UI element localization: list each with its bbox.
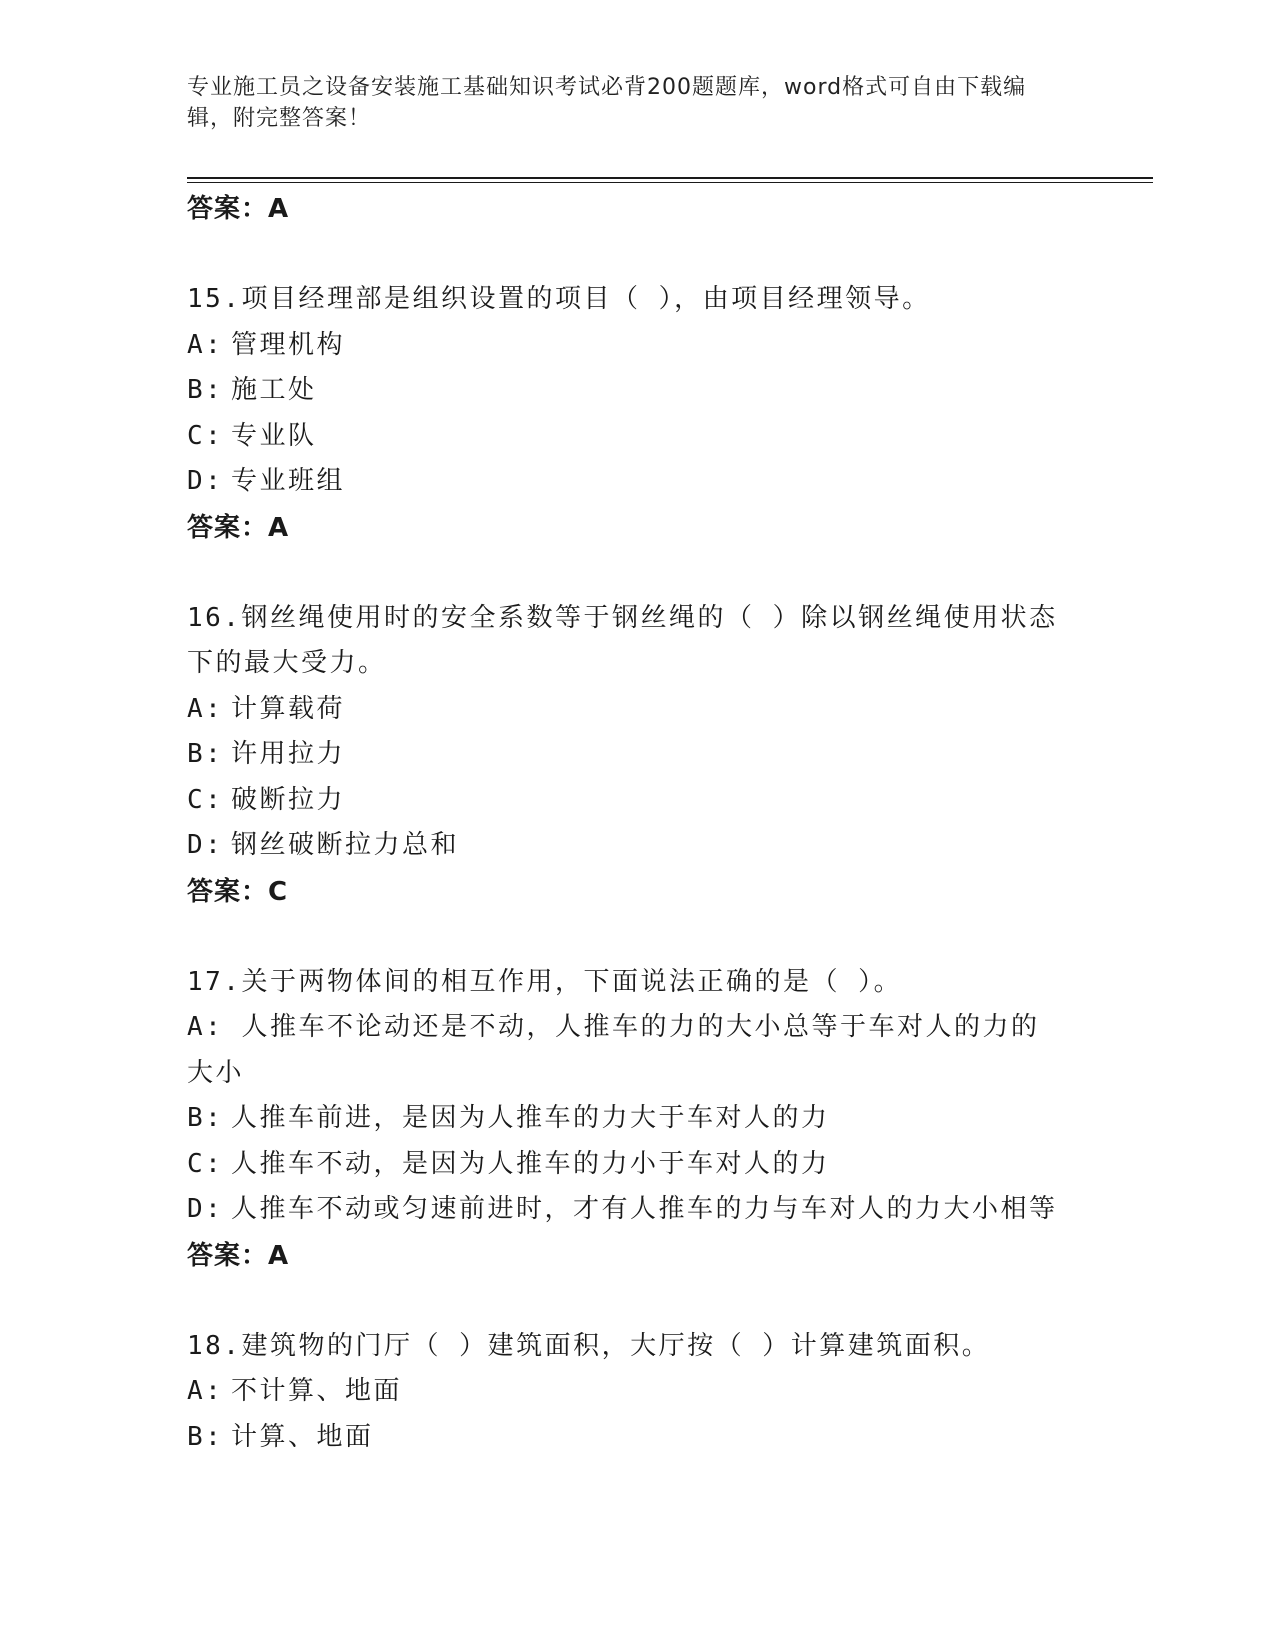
option-a bbox=[187, 1369, 1087, 1415]
option-text: 不计算、地面 bbox=[231, 1376, 403, 1406]
option-key: A: bbox=[187, 1376, 224, 1406]
option-text: 管理机构 bbox=[231, 329, 346, 360]
option-key: D: bbox=[187, 830, 224, 860]
option-a bbox=[187, 687, 1087, 733]
document-body bbox=[187, 186, 1087, 1460]
option-b bbox=[187, 732, 1087, 778]
option-a bbox=[187, 1005, 1067, 1096]
option-text: 施工处 bbox=[231, 375, 317, 405]
option-key: B: bbox=[187, 1421, 224, 1452]
option-key: B: bbox=[187, 1103, 224, 1133]
answer-line: 答案：A bbox=[187, 1240, 290, 1271]
option-text: 人推车不动，是因为人推车的力小于车对人的力 bbox=[231, 1148, 830, 1179]
option-text: 专业班组 bbox=[231, 466, 346, 496]
header-rule-thin bbox=[187, 182, 1153, 183]
question-text: 17.关于两物体间的相互作用，下面说法正确的是（ ）。 bbox=[187, 966, 903, 997]
option-key: A: bbox=[187, 1012, 224, 1042]
option-text: 钢丝破断拉力总和 bbox=[231, 830, 460, 860]
question-block bbox=[187, 596, 1087, 915]
question-block bbox=[187, 277, 1087, 551]
question-block bbox=[187, 1324, 1087, 1461]
option-d bbox=[187, 1187, 1087, 1233]
option-a bbox=[187, 323, 1087, 369]
option-key: A: bbox=[187, 329, 224, 360]
option-key: B: bbox=[187, 375, 224, 405]
answer-line: 答案：C bbox=[187, 876, 289, 907]
question-text: 18.建筑物的门厅（ ）建筑面积，大厅按（ ）计算建筑面积。 bbox=[187, 1330, 991, 1361]
answer-line: 答案：A bbox=[187, 194, 290, 224]
header-rule-thick bbox=[187, 177, 1153, 179]
option-b bbox=[187, 1415, 1087, 1461]
option-text: 计算、地面 bbox=[231, 1421, 374, 1452]
option-text: 专业队 bbox=[231, 420, 317, 451]
option-key: A: bbox=[187, 693, 224, 724]
question-text: 15.项目经理部是组织设置的项目（ ），由项目经理领导。 bbox=[187, 284, 931, 314]
option-d bbox=[187, 823, 1087, 869]
option-c bbox=[187, 1142, 1087, 1188]
option-text: 人推车前进，是因为人推车的力大于车对人的力 bbox=[231, 1103, 830, 1133]
option-text: 人推车不论动还是不动，人推车的力的大小总等于车对人的力的大小 bbox=[187, 1012, 1040, 1088]
option-c bbox=[187, 414, 1087, 460]
answer-line: 答案：A bbox=[187, 512, 290, 543]
option-key: D: bbox=[187, 466, 224, 496]
option-key: C: bbox=[187, 420, 224, 451]
option-key: C: bbox=[187, 1148, 224, 1179]
option-c bbox=[187, 778, 1087, 824]
option-key: D: bbox=[187, 1194, 224, 1224]
option-b bbox=[187, 1096, 1087, 1142]
option-text: 计算载荷 bbox=[231, 693, 346, 724]
option-key: C: bbox=[187, 784, 224, 815]
document-header: 专业施工员之设备安装施工基础知识考试必背200题题库，word格式可自由下载编辑，附完整答案！ bbox=[187, 75, 1027, 131]
option-text: 人推车不动或匀速前进时，才有人推车的力与车对人的力大小相等 bbox=[231, 1194, 1058, 1224]
option-key: B: bbox=[187, 739, 224, 769]
option-text: 破断拉力 bbox=[231, 784, 346, 815]
option-b bbox=[187, 368, 1087, 414]
option-text: 许用拉力 bbox=[231, 739, 346, 769]
option-d bbox=[187, 459, 1087, 505]
question-block bbox=[187, 960, 1087, 1279]
question-text: 16.钢丝绳使用时的安全系数等于钢丝绳的（ ）除以钢丝绳使用状态下的最大受力。 bbox=[187, 602, 1058, 678]
